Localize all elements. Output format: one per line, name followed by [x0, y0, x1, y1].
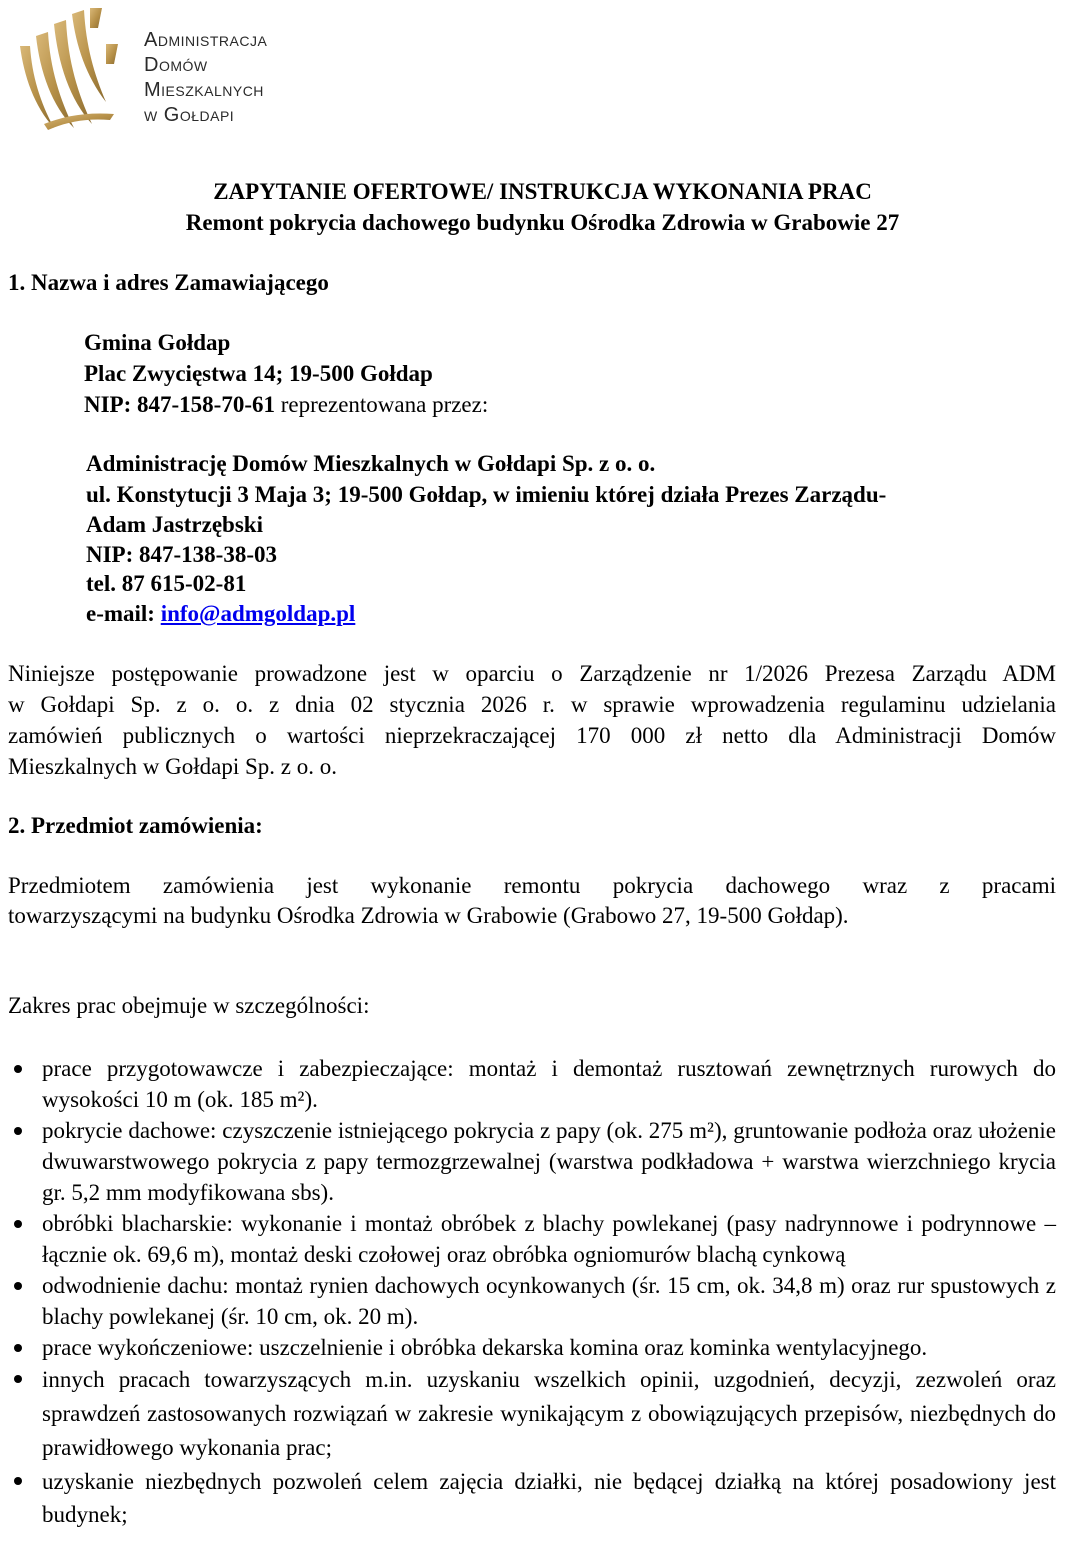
section-1-heading: 1. Nazwa i adres Zamawiającego	[8, 270, 329, 295]
section-2-heading: 2. Przedmiot zamówienia:	[8, 813, 263, 838]
scope-intro: Zakres prac obejmuje w szczególności:	[8, 993, 370, 1018]
representative-address-1: ul. Konstytucji 3 Maja 3; 19-500 Gołdap, w imieniu której działa Prezes Zarządu-	[86, 482, 887, 507]
bullet-icon	[14, 1282, 22, 1290]
list-item	[8, 1053, 1056, 1115]
representative-nip: NIP: 847-138-38-03	[86, 542, 277, 567]
list-item	[8, 1465, 1056, 1531]
list-item-text: uzyskanie niezbędnych pozwoleń celem zajęcia działki, nie będącej działką na której posadowiony jest budynek;	[42, 1469, 1056, 1527]
bullet-icon	[14, 1127, 22, 1135]
client-name: Gmina Gołdap	[84, 330, 231, 355]
list-item-text: obróbki blacharskie: wykonanie i montaż obróbek z blachy powlekanej (pasy nadrynnowe i podrynnowe – łącznie ok. 69,6 m), montaż deski czołowej oraz obróbka ogniomurów blachą cynkową	[42, 1211, 1056, 1267]
document-title	[0, 176, 1085, 238]
title-line-1: ZAPYTANIE OFERTOWE/ INSTRUKCJA WYKONANIA PRAC	[213, 179, 872, 204]
logo-text	[144, 28, 324, 128]
bullet-icon	[14, 1375, 22, 1383]
logo-line: w Gołdapi	[144, 104, 235, 126]
logo-line: Administracja	[144, 29, 268, 51]
title-line-2: Remont pokrycia dachowego budynku Ośrodka Zdrowia w Grabowie 27	[185, 210, 900, 235]
logo-line: Domów	[144, 54, 208, 76]
list-item-text: pokrycie dachowe: czyszczenie istniejącego pokrycia z papy (ok. 275 m²), gruntowanie podłoża oraz ułożenie dwuwarstwowego pokrycia z papy termozgrzewalnej (warstwa podkładowa + warstwa wierzchniego krycia gr. 5,2 mm modyfikowana sbs).	[42, 1118, 1056, 1205]
logo-line: Mieszkalnych	[144, 79, 264, 101]
adm-logo-icon	[14, 6, 132, 130]
list-item	[8, 1332, 1056, 1363]
company-logo	[14, 6, 314, 130]
bullet-icon	[14, 1344, 22, 1352]
procedure-paragraph-line: Mieszkalnych w Gołdapi Sp. z o. o.	[8, 754, 337, 779]
procedure-paragraph-line: Niniejsze postępowanie prowadzone jest w oparciu o Zarządzenie nr 1/2026 Prezesa Zarządu ADM	[8, 661, 1056, 686]
bullet-icon	[14, 1065, 22, 1073]
subject-paragraph-line: towarzyszącymi na budynku Ośrodka Zdrowia w Grabowie (Grabowo 27, 19-500 Gołdap).	[8, 903, 849, 928]
client-nip-suffix: reprezentowana przez:	[275, 392, 489, 417]
client-nip-line	[84, 389, 488, 420]
email-link[interactable]: info@admgoldap.pl	[160, 601, 356, 626]
representative-name: Administrację Domów Mieszkalnych w Gołdapi Sp. z o. o.	[86, 451, 656, 476]
procedure-paragraph-line: zamówień publicznych o wartości nieprzekraczającej 170 000 zł netto dla Administracji Domów	[8, 723, 1056, 748]
bullet-icon	[14, 1220, 22, 1228]
representative-address-2: Adam Jastrzębski	[86, 512, 263, 537]
list-item	[8, 1270, 1056, 1332]
procedure-paragraph-line: w Gołdapi Sp. z o. o. z dnia 02 stycznia 2026 r. w sprawie wprowadzenia regulaminu udzielania	[8, 692, 1056, 717]
representative-email-line	[86, 598, 355, 629]
list-item	[8, 1115, 1056, 1208]
list-item-text: odwodnienie dachu: montaż rynien dachowych ocynkowanych (śr. 15 cm, ok. 34,8 m) oraz rur spustowych z blachy powlekanej (śr. 10 cm, ok. 20 m).	[42, 1273, 1056, 1329]
bullet-icon	[14, 1477, 22, 1485]
client-address: Plac Zwycięstwa 14; 19-500 Gołdap	[84, 361, 433, 386]
list-item	[8, 1208, 1056, 1270]
email-label: e-mail:	[86, 601, 161, 626]
list-item-text: prace wykończeniowe: uszczelnienie i obróbka dekarska komina oraz kominka wentylacyjnego.	[42, 1335, 928, 1360]
representative-tel: tel. 87 615-02-81	[86, 571, 247, 596]
scope-list	[8, 1053, 1056, 1531]
list-item-text: prace przygotowawcze i zabezpieczające: montaż i demontaż rusztowań zewnętrznych rurowych do wysokości 10 m (ok. 185 m²).	[42, 1056, 1056, 1112]
list-item-text: innych pracach towarzyszących m.in. uzyskaniu wszelkich opinii, uzgodnień, decyzji, zezwoleń oraz sprawdzeń zastosowanych rozwiązań w zakresie wynikającym z obowiązujących przepisów, niezbędnych do prawidłowego wykonania prac;	[42, 1367, 1056, 1460]
list-item	[8, 1363, 1056, 1465]
subject-paragraph-line: Przedmiotem zamówienia jest wykonanie remontu pokrycia dachowego wraz z pracami	[8, 873, 1056, 898]
client-nip: NIP: 847-158-70-61	[84, 392, 275, 417]
